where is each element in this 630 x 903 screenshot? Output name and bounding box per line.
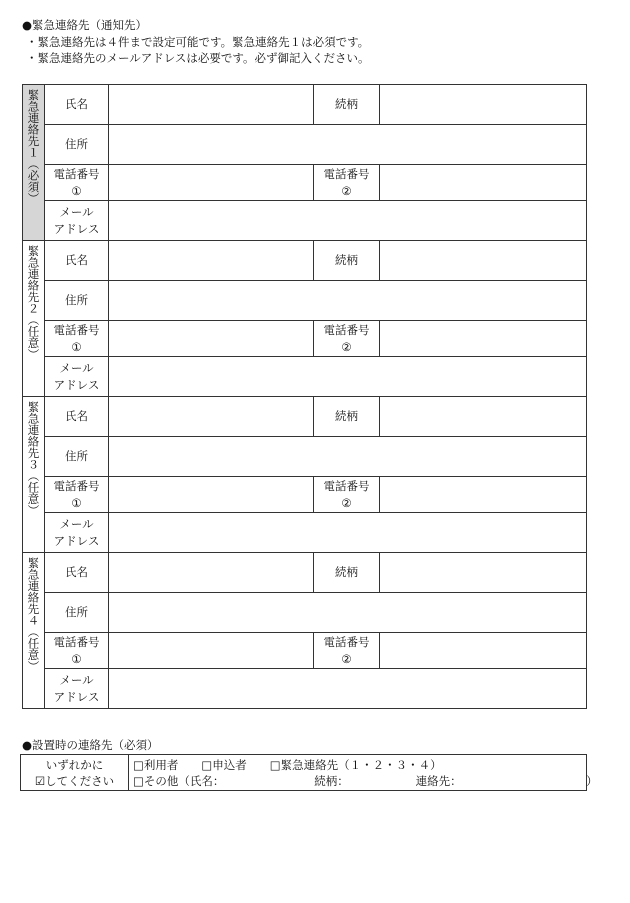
contact-4-name-row <box>23 553 587 593</box>
contact-3-address-row <box>23 437 587 477</box>
phone1-label-cell <box>45 321 109 357</box>
address-label: 住所 <box>45 593 109 633</box>
phone2-label-cell <box>314 633 380 669</box>
contact-4-phone-row <box>23 633 587 669</box>
relation-label: 続柄 <box>314 85 380 125</box>
contact-4-address-row <box>23 593 587 633</box>
contact-2-name-row <box>23 241 587 281</box>
name-label: 氏名 <box>45 241 109 281</box>
contact-1-relation-field[interactable] <box>380 85 587 125</box>
relation-label: 続柄 <box>314 241 380 281</box>
phone2-label: 電話番号 <box>323 166 370 181</box>
contact-4-phone1-field[interactable] <box>109 633 314 669</box>
contact-3-address-field[interactable] <box>109 437 587 477</box>
name-label: 氏名 <box>45 553 109 593</box>
name-label: 氏名 <box>45 397 109 437</box>
contact-4-phone2-field[interactable] <box>380 633 587 669</box>
mail-label-line1: メール <box>59 516 94 531</box>
phone1-number-mark: ① <box>71 495 82 510</box>
contact-3-relation-field[interactable] <box>380 397 587 437</box>
emergency-contacts-table <box>22 84 587 709</box>
contact-3-section-label <box>23 397 45 553</box>
contact-2-section-label <box>23 241 45 397</box>
mail-label-cell <box>45 201 109 241</box>
phone2-label: 電話番号 <box>323 478 370 493</box>
phone1-label-cell <box>45 477 109 513</box>
setup-options-line1[interactable]: □利用者 □申込者 □緊急連絡先（１・２・３・４） <box>133 757 442 772</box>
mail-label-line1: メール <box>59 360 94 375</box>
contact-2-phone2-field[interactable] <box>380 321 587 357</box>
address-label: 住所 <box>45 281 109 321</box>
phone1-label: 電話番号 <box>53 634 100 649</box>
setup-options-cell[interactable] <box>129 755 598 791</box>
mail-label-line2: アドレス <box>53 377 100 392</box>
phone1-label: 電話番号 <box>53 478 100 493</box>
contact-2-address-field[interactable] <box>109 281 587 321</box>
contact-4-relation-field[interactable] <box>380 553 587 593</box>
contact-2-address-row <box>23 281 587 321</box>
phone1-label-cell <box>45 165 109 201</box>
phone1-number-mark: ① <box>71 183 82 198</box>
phone2-label-cell <box>314 477 380 513</box>
contact-2-name-field[interactable] <box>109 241 314 281</box>
contact-1-section-label <box>23 85 45 241</box>
relation-label: 続柄 <box>314 397 380 437</box>
phone2-label-cell <box>314 165 380 201</box>
contact-section-text: 緊急連絡先１（必須） <box>26 89 41 204</box>
notice-title: ●緊急連絡先（通知先） <box>22 18 148 32</box>
mail-label-line2: アドレス <box>53 689 100 704</box>
mail-label-cell <box>45 357 109 397</box>
phone2-number-mark: ② <box>341 339 352 354</box>
mail-label-cell <box>45 669 109 709</box>
phone1-label-cell <box>45 633 109 669</box>
mail-label-line1: メール <box>59 204 94 219</box>
setup-options-line2[interactable]: □その他（氏名： 続柄： 連絡先： ） <box>133 773 598 788</box>
contact-2-phone1-field[interactable] <box>109 321 314 357</box>
contact-4-name-field[interactable] <box>109 553 314 593</box>
address-label: 住所 <box>45 437 109 477</box>
contact-4-email-field[interactable] <box>109 669 587 709</box>
mail-label-line1: メール <box>59 672 94 687</box>
phone2-label: 電話番号 <box>323 322 370 337</box>
contact-1-address-field[interactable] <box>109 125 587 165</box>
contact-3-phone-row <box>23 477 587 513</box>
phone2-number-mark: ② <box>341 651 352 666</box>
address-label: 住所 <box>45 125 109 165</box>
contact-1-phone2-field[interactable] <box>380 165 587 201</box>
notice-note-1: ・緊急連絡先は４件まで設定可能です。緊急連絡先１は必須です。 <box>26 35 370 49</box>
contact-3-name-field[interactable] <box>109 397 314 437</box>
contact-3-email-field[interactable] <box>109 513 587 553</box>
phone2-number-mark: ② <box>341 495 352 510</box>
contact-3-phone2-field[interactable] <box>380 477 587 513</box>
setup-title: ●設置時の連絡先（必須） <box>22 738 159 752</box>
phone2-label-cell <box>314 321 380 357</box>
contact-4-address-field[interactable] <box>109 593 587 633</box>
mail-label-line2: アドレス <box>53 533 100 548</box>
mail-label-cell <box>45 513 109 553</box>
name-label: 氏名 <box>45 85 109 125</box>
contact-2-email-row <box>23 357 587 397</box>
contact-1-phone1-field[interactable] <box>109 165 314 201</box>
contact-2-relation-field[interactable] <box>380 241 587 281</box>
contact-section-text: 緊急連絡先３（任意） <box>26 401 41 516</box>
contact-1-phone-row <box>23 165 587 201</box>
notice-note-2: ・緊急連絡先のメールアドレスは必要です。必ず御記入ください。 <box>26 51 370 65</box>
relation-label: 続柄 <box>314 553 380 593</box>
contact-4-section-label <box>23 553 45 709</box>
phone2-label: 電話番号 <box>323 634 370 649</box>
phone1-label: 電話番号 <box>53 322 100 337</box>
phone1-number-mark: ① <box>71 651 82 666</box>
contact-1-email-row <box>23 201 587 241</box>
contact-2-phone-row <box>23 321 587 357</box>
contact-1-email-field[interactable] <box>109 201 587 241</box>
contact-3-name-row <box>23 397 587 437</box>
contact-section-text: 緊急連絡先４（任意） <box>26 557 41 672</box>
setup-contact-table <box>20 754 598 791</box>
setup-instruction-line1: いずれかに <box>45 757 104 772</box>
contact-3-phone1-field[interactable] <box>109 477 314 513</box>
contact-section-text: 緊急連絡先２（任意） <box>26 245 41 360</box>
setup-instruction-cell <box>21 755 129 791</box>
setup-instruction-line2: ☑してください <box>34 773 115 788</box>
mail-label-line2: アドレス <box>53 221 100 236</box>
contact-3-email-row <box>23 513 587 553</box>
contact-1-name-field[interactable] <box>109 85 314 125</box>
phone1-number-mark: ① <box>71 339 82 354</box>
phone2-number-mark: ② <box>341 183 352 198</box>
phone1-label: 電話番号 <box>53 166 100 181</box>
contact-2-email-field[interactable] <box>109 357 587 397</box>
contact-1-name-row <box>23 85 587 125</box>
contact-4-email-row <box>23 669 587 709</box>
contact-1-address-row <box>23 125 587 165</box>
